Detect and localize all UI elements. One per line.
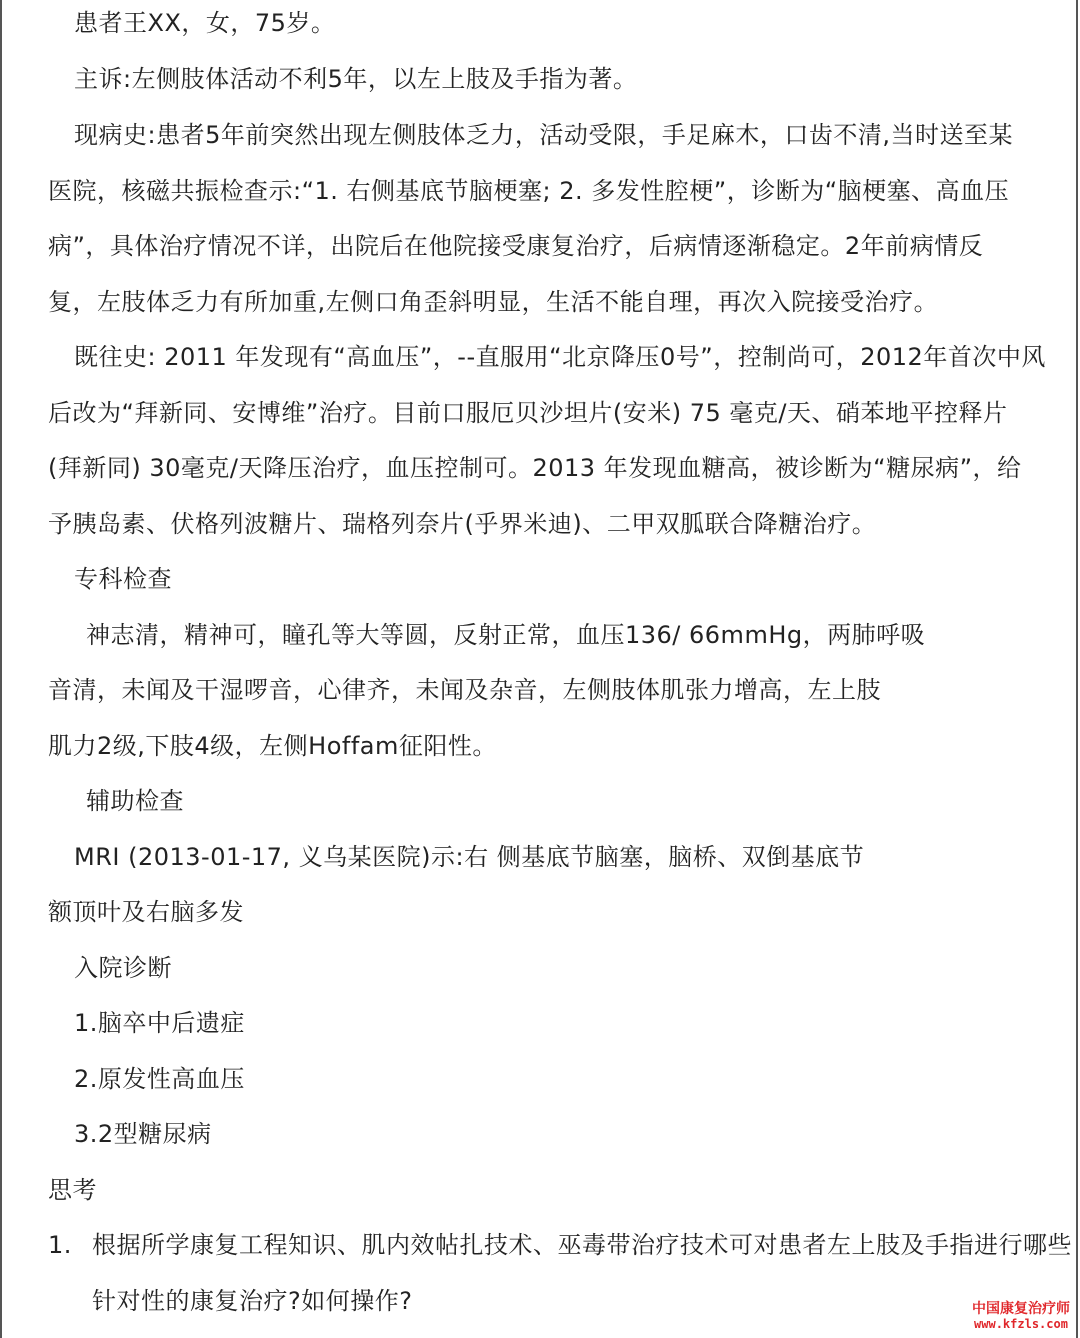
past-history-line-4: 予胰岛素、伏格列波糖片、瑞格列奈片(乎界米迪)、二甲双胍联合降糖治疗。: [48, 510, 877, 538]
thinking-heading: 思考: [48, 1176, 97, 1204]
watermark-logo: [972, 1302, 1070, 1332]
history-line-3: 病”，具体治疗情况不详，出院后在他院接受康复治疗，后病情逐渐稳定。2年前病情反: [48, 232, 984, 260]
question-number: 1.: [48, 1231, 72, 1259]
chief-complaint-line: 主诉:左侧肢体活动不利5年，以左上肢及手指为著。: [74, 65, 638, 93]
patient-info-line: 患者王XX，女，75岁。: [74, 9, 336, 37]
question-line-1: 根据所学康复工程知识、肌内效帖扎技术、巫毒带治疗技术可对患者左上肢及手指进行哪些: [92, 1231, 1072, 1259]
past-history-line-3: (拜新同) 30毫克/天降压治疗，血压控制可。2013 年发现血糖高，被诊断为“糖尿病”，给: [48, 454, 1022, 482]
specialty-exam-heading: 专科检查: [74, 565, 172, 593]
watermark-name: 中国康复治疗师: [972, 1301, 1070, 1317]
diagnosis-item-1: 1.脑卒中后遗症: [74, 1009, 245, 1037]
specialty-exam-line-3: 肌力2级,下肢4级，左侧Hoffam征阳性。: [48, 732, 497, 760]
mri-line-1: MRI (2013-01-17, 义乌某医院)示:右 侧基底节脑塞，脑桥、双倒基底节: [74, 843, 865, 871]
specialty-exam-line-2: 音清，未闻及干湿啰音，心律齐，未闻及杂音，左侧肢体肌张力增高，左上肢: [48, 676, 881, 704]
history-line-4: 复，左肢体乏力有所加重,左侧口角歪斜明显，生活不能自理，再次入院接受治疗。: [48, 288, 939, 316]
admission-diagnosis-heading: 入院诊断: [74, 954, 172, 982]
question-line-2: 针对性的康复治疗?如何操作?: [92, 1287, 413, 1315]
specialty-exam-line-1: 神志清，精神可，瞳孔等大等圆，反射正常，血压136/ 66mmHg，两肺呼吸: [86, 621, 926, 649]
history-line-2: 医院，核磁共振检查示:“1. 右侧基底节脑梗塞; 2. 多发性腔梗”，诊断为“脑梗塞、高血压: [48, 177, 1010, 205]
past-history-line-2: 后改为“拜新同、安博维”治疗。目前口服厄贝沙坦片(安米) 75 毫克/天、硝苯地平控释片: [48, 399, 1008, 427]
past-history-line-1: 既往史: 2011 年发现有“高血压”，--直服用“北京降压0号”，控制尚可，2012年首次中风: [74, 343, 1046, 371]
history-line-1: 现病史:患者5年前突然出现左侧肢体乏力，活动受限，手足麻木，口齿不清,当时送至某: [74, 121, 1013, 149]
diagnosis-item-3: 3.2型糖尿病: [74, 1120, 212, 1148]
mri-line-2: 额顶叶及右脑多发: [48, 898, 244, 926]
diagnosis-item-2: 2.原发性高血压: [74, 1065, 245, 1093]
auxiliary-exam-heading: 辅助检查: [86, 787, 184, 815]
watermark-url: www.kfzls.com: [974, 1317, 1068, 1331]
